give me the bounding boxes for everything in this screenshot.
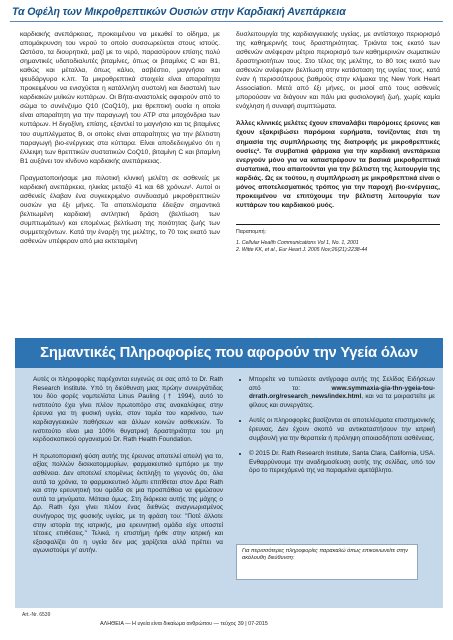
reference-item: 2. Witte KK, et al., Eur Heart J. 2005 Nov;26(21):2238-44	[236, 247, 368, 254]
banner-paragraph: Αυτές οι πληροφορίες παρέχονται ευγενώς σε σας από το Dr. Rath Research Institute. Υπό τη διεύθυνση μιας πρώην συνεργάτιδας του δύο φορές νομπελίστα Linus Pauling († 1994), αυτό το ινστιτούτο έχει γίνει πλέον πρωτοπόρο στις ανακαλύψεις στην έρευνα για τη φυσική υγεία, στον τομέα του καρκίνου, των καρδιαγγειακών παθήσεων και άλλων κοινών ασθενειών. Το ινστιτούτο είναι μια 100% θυγατρική δραστηριότητα του μη κερδοσκοπικού οργανισμού Dr. Rath Health Foundation.	[33, 376, 223, 444]
article-right-column	[236, 30, 440, 255]
page-title: Τα Οφέλη των Μικροθρεπτικών Ουσιών στην Καρδιακή Ανεπάρκεια	[12, 6, 346, 18]
article-number: Art.-Nr. 6539	[22, 612, 51, 618]
banner-right-column	[239, 376, 435, 483]
bullet-item	[249, 376, 435, 410]
bullet-text: , και να τα μοιραστείτε με φίλους και συνεργάτες.	[249, 393, 435, 409]
article-paragraph: δυσλειτουργία της καρδιαγγειακής υγείας, με αντίστοιχο περιορισμό της καθημερινής τους δραστηριότητας. Τριάντα τοις εκατό των ασθενών ανέφεραν μέτριο περιορισμό των καθημερινών σωματικών δραστηριοτήτων τους. Στο τέλος της μελέτης, το 80 τοις εκατό των ασθενών ανέφεραν βελτίωση στην κατάσταση της υγείας τους, κατά έναν ή περισσότερους βαθμούς στην κλίμακα της New York Heart Association. Μετά από έξι μήνες, οι μισοί από τους ασθενείς μπορούσαν να διάγουν και πάλι μια φυσιολογική ζωή, χωρίς καμία ενόχληση ή συναφή συμπτώματα.	[236, 31, 440, 111]
article-paragraph: καρδιακής ανεπάρκειας, προκειμένου να μειωθεί το οίδημα, με απομάκρυνση του νερού το οποίο συσσωρεύεται στους ιστούς. Ωστόσο, τα διουρητικά, μαζί με το νερό, παρασύρουν επίσης πολύ σημαντικές υδατοδιαλυτές βιταμίνες, όπως οι βιταμίνες C και B1, καθώς και μέταλλα, όπως κάλιο, ασβέστιο, μαγνήσιο και ψευδάργυρο κ.λπ. Τα μικροθρεπτικά στοιχεία είναι απαραίτητα προκειμένου να ενισχύεται η κατάλληλη συστολή και διαστολή των καρδιακών μυϊκών κυττάρων. Οι Βήτα-αναστολείς αφαιρούν από το σώμα το συνένζυμο Q10 (CoQ10), μια θρεπτική ουσία η οποία είναι απαραίτητη για την παραγωγή του ATP στα μιτοχόνδρια των κυττάρων. Η διγοξίνη, επίσης, εξαντλεί το μαγνήσιο και τις βιταμίνες του συμπλέγματος Β, οι οποίες είναι απαραίτητες για την βέλτιστη παραγωγή βιο-ενέργειας στα κύτταρα. Είναι αποδεδειγμένο ότι η έλλειψη των θρεπτικών συστατικών CoQ10, βιταμίνη C και βιταμίνη Β1 αυξάνει τον κίνδυνο καρδιακής ανεπάρκειας.	[20, 31, 220, 165]
banner-heading: Σημαντικές Πληροφορίες που αφορούν την Υγεία όλων	[15, 338, 443, 368]
banner-paragraph: Η πρωτοποριακή φύση αυτής της έρευνας αποτελεί απειλή για το, αξίας πολλών δισεκατομμυρίων, φαρμακευτικό εμπόριο με την ασθένεια. Δεν αποτελεί επομένως έκπληξη το γεγονός ότι, όλα αυτά τα χρόνια, το φαρμακευτικό λόμπι επιτίθεται στον Δρα Rath και στην ερευνητική του ομάδα σε μια προσπάθεια να φιμώσουν αυτά τα μηνύματα. Μάταια όμως. Στη διάρκεια αυτής της μάχης ο Δρ. Rath έχει γίνει πλέον ένας διεθνώς αναγνωρισμένος συνήγορος της φυσικής υγείας, με τη φράση του: "Ποτέ άλλοτε στην ιστορία της ιατρικής, μια ερευνητική ομάδα είχε υποστεί τέτοιες επιθέσεις." Τελικά, η επιστήμη ήρθε στην ιατρική και εξασφαλίζει ότι η υγεία δεν μας χαρίζεται αλλά πρέπει να αγωνιστούμε γι' αυτήν.	[33, 452, 223, 555]
article-left-column	[20, 30, 220, 254]
article-paragraph: Πραγματοποιήσαμε μια πιλοτική κλινική μελέτη σε ασθενείς με καρδιακή ανεπάρκεια, ηλικίας μεταξύ 41 και 68 χρόνων¹. Αυτοί οι ασθενείς έλαβαν ένα συγκεκριμένο συνδυασμό μικροθρεπτικών ουσιών για έξι μήνες. Τα αποτελέσματα έδειξαν σημαντικά βελτιωμένη καρδιακή αντλητική δράση (βελτίωση των συμπτωμάτων) και επομένως βελτίωση της ποιότητας ζωής των συμμετεχόντων. Κατά την έναρξη της μελέτης, το 70 τοις εκατό των ασθενών υπέφεραν από μια εκτεταμένη	[20, 174, 220, 246]
reference-item: 1. Cellular Health Communications Vol 1, No. 1, 2001	[236, 240, 359, 247]
article-highlight-paragraph: Άλλες κλινικές μελέτες έχουν επαναλάβει παρόμοιες έρευνες και έχουν εξακριβώσει παρόμοια ευρήματα, τονίζοντας έτσι τη σημασία της συμπλήρωσης της διατροφής με μικροθρεπτικές ουσίες². Τα συμβατικά φάρμακα για την καρδιακή ανεπάρκεια ενεργούν μόνο για να καταστρέφουν τα βασικά μικροθρεπτικά συστατικά, που απαιτούνται για την βέλτιστη της λειτουργία της καρδιάς. Ως εκ τούτου, η συμπλήρωση με μικροθρεπτικά είναι ο μόνος αποτελεσματικός τρόπος για την παροχή βιο-ενέργειας, προκειμένου να επιτύχουμε την βέλτιστη λειτουργία των κυττάρων του καρδιακού μυός.	[236, 120, 440, 209]
page-footer: ΑΛΗΘΕΙΑ — Η υγεία είναι δικαίωμα ανθρώπου — τεύχος 39 | 07-2015	[100, 621, 268, 627]
banner-left-column	[33, 376, 223, 564]
references-heading: Παραπομπή:	[236, 228, 266, 235]
title-divider	[10, 21, 443, 22]
banner-bullet-list	[239, 376, 435, 476]
bullet-item: • Αυτές οι πληροφορίες βασίζονται σε αποτελέσματα επιστημονικής έρευνας. Δεν έχουν σκοπό να αντικαταστήσουν την ιατρική συμβουλή για την θεραπεία ή πρόληψη οποιασδήποτε ασθένειας.	[249, 417, 435, 443]
bullet-text: Μπορείτε να τυπώσετε αντίγραφα αυτής της Σελίδας Ειδήσεων από το:	[249, 376, 435, 392]
bullet-item: • © 2015 Dr. Rath Research Institute, Santa Clara, California, USA. Ενθαρρύνουμε την αναδημοσίευση αυτής της σελίδας, υπό τον όρο το περιεχόμενό της να παραμείνει αμετάβλητο.	[249, 450, 435, 476]
references	[236, 224, 440, 255]
website-link[interactable]: www.symmaxia-gia-thn-ygeia-tou-drrath.org/research_news/index.html	[249, 384, 435, 401]
contact-note-box: Για περισσότερες πληροφορίες παρακαλώ όπως επικοινωνείτε στην ακόλουθη διεύθυνση:	[236, 544, 418, 580]
